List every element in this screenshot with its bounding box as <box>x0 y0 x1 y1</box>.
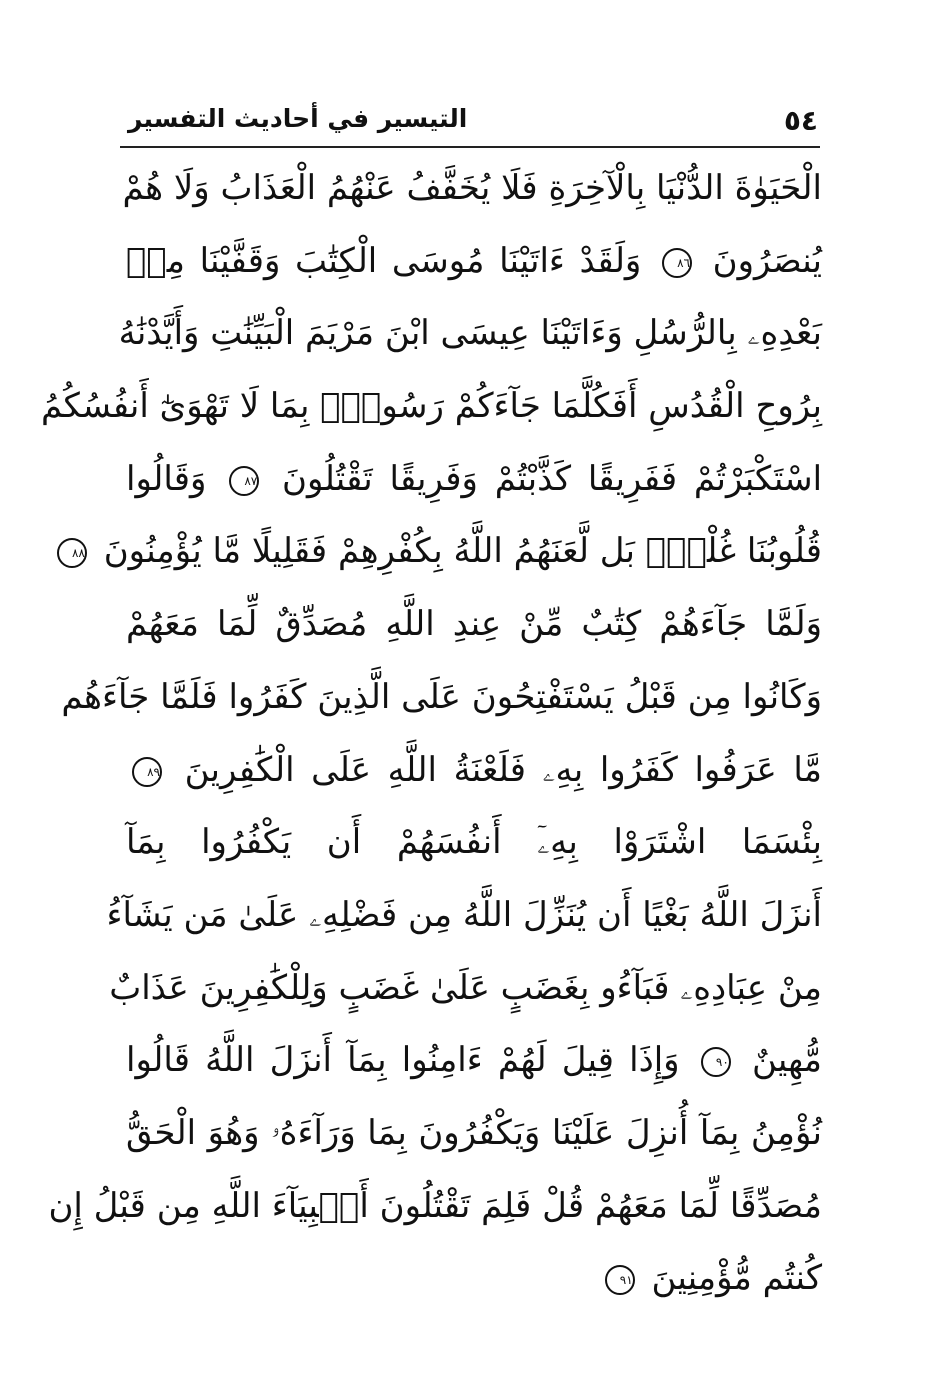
header-divider <box>120 146 820 148</box>
verse-text: وَإِذَا قِيلَ لَهُمْ ءَامِنُوا بِمَآ أَنزَلَ اللَّهُ قَالُوا <box>126 1040 680 1081</box>
verse-text: الْحَيَوٰةَ الدُّنْيَا بِالْآخِرَةِ فَلَا يُخَفَّفُ عَنْهُمُ الْعَذَابُ وَلَا هُمْ <box>122 168 822 208</box>
running-title: التيسير في أحاديث التفسير <box>128 104 468 133</box>
ayah-number-marker: ٨٦ <box>662 248 692 278</box>
verse-text: وَقَالُوا <box>126 458 207 499</box>
verse-text: كُنتُم مُّؤْمِنِينَ <box>651 1258 822 1299</box>
page-header <box>128 98 818 142</box>
verse-text: بَعْدِهِۦ بِالرُّسُلِ وَءَاتَيْنَا عِيسَى ابْنَ مَرْيَمَ الْبَيِّنَٰتِ وَأَيَّدْنَٰهُ <box>118 313 822 354</box>
ayah-number-marker: ٩١ <box>605 1265 635 1295</box>
verse-text: وَلَمَّا جَآءَهُمْ كِتَٰبٌ مِّنْ عِندِ اللَّهِ مُصَدِّقٌ لِّمَا مَعَهُمْ <box>126 604 822 645</box>
text-line <box>126 806 822 879</box>
verse-text: أَنزَلَ اللَّهُ بَغْيًا أَن يُنَزِّلَ اللَّهُ مِن فَضْلِهِۦ عَلَىٰ مَن يَشَآءُ <box>106 894 822 935</box>
verse-text: اسْتَكْبَرْتُمْ فَفَرِيقًا كَذَّبْتُمْ وَفَرِيقًا تَقْتُلُونَ <box>282 458 823 499</box>
verse-text: يُنصَرُونَ <box>712 240 822 281</box>
verse-text: مَّا عَرَفُوا كَفَرُوا بِهِۦ فَلَعْنَةُ اللَّهِ عَلَى الْكَٰفِرِينَ <box>184 749 822 790</box>
ayah-number-marker: ٨٩ <box>132 757 162 787</box>
text-line <box>48 1170 822 1243</box>
text-line <box>126 1242 822 1315</box>
verse-text: وَلَقَدْ ءَاتَيْنَا مُوسَى الْكِتَٰبَ وَقَفَّيْنَا مِنۢ <box>126 240 642 281</box>
verse-text: مِنْ عِبَادِهِۦ فَبَآءُو بِغَضَبٍ عَلَىٰ غَضَبٍ وَلِلْكَٰفِرِينَ عَذَابٌ <box>109 967 822 1008</box>
text-line <box>126 588 822 661</box>
text-line <box>71 515 822 588</box>
verse-text: وَكَانُوا مِن قَبْلُ يَسْتَفْتِحُونَ عَلَى الَّذِينَ كَفَرُوا فَلَمَّا جَآءَهُم <box>61 676 822 717</box>
verse-text: مُّهِينٌ <box>751 1040 822 1081</box>
verse-text: قُلُوبُنَا غُلْفٌۢ بَل لَّعَنَهُمُ اللَّهُ بِكُفْرِهِمْ فَقَلِيلًا مَّا يُؤْمِنُونَ <box>103 531 822 572</box>
text-line <box>126 225 822 298</box>
text-line <box>106 879 822 952</box>
verse-text: بِئْسَمَا اشْتَرَوْا بِهِۦٓ أَنفُسَهُمْ أَن يَكْفُرُوا بِمَآ <box>126 822 822 863</box>
text-line <box>118 297 822 370</box>
text-line <box>109 952 822 1025</box>
verse-text: مُصَدِّقًا لِّمَا مَعَهُمْ قُلْ فَلِمَ تَقْتُلُونَ أَنۢبِيَآءَ اللَّهِ مِن قَبْلُ إِن <box>48 1185 822 1226</box>
ayah-number-marker: ٨٨ <box>57 538 87 568</box>
page-number: ٥٤ <box>783 104 818 137</box>
text-line <box>61 661 822 734</box>
text-line <box>126 1097 822 1170</box>
ayah-number-marker: ٨٧ <box>229 466 259 496</box>
quran-text-body <box>40 152 823 1315</box>
ayah-number-marker: ٩٠ <box>701 1047 731 1077</box>
verse-text: بِرُوحِ الْقُدُسِ أَفَكُلَّمَا جَآءَكُمْ رَسُولٌۢ بِمَا لَا تَهْوَىٰٓ أَنفُسُكُمُ <box>40 386 822 427</box>
text-line <box>126 734 822 807</box>
verse-text: نُؤْمِنُ بِمَآ أُنزِلَ عَلَيْنَا وَيَكْفُرُونَ بِمَا وَرَآءَهُۥ وَهُوَ الْحَقُّ <box>126 1112 822 1153</box>
text-line <box>126 1024 822 1097</box>
text-line <box>122 152 822 225</box>
text-line <box>40 370 822 443</box>
text-line <box>126 443 822 516</box>
